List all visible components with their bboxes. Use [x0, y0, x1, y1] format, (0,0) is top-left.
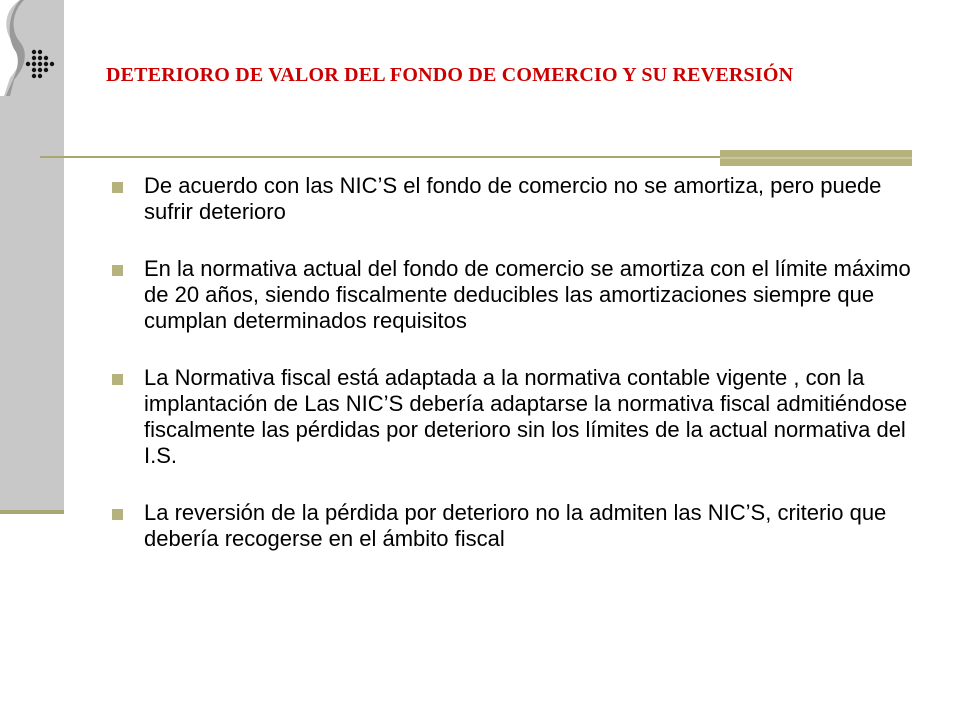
- bullet-item: [112, 365, 912, 469]
- bullet-list: [112, 173, 912, 583]
- title-divider-line: [40, 156, 720, 158]
- bullet-item: [112, 173, 912, 225]
- bullet-text: La reversión de la pérdida por deterioro no la admiten las NIC’S, criterio que debería recogerse en el ámbito fiscal: [144, 500, 887, 551]
- bullet-text: La Normativa fiscal está adaptada a la normativa contable vigente , con la implantación de Las NIC’S debería adaptarse la normativa fiscal admitiéndose fiscalmente las pérdidas por deterioro sin los límites de la actual normativa del I.S.: [144, 365, 908, 468]
- s-dots-logo-icon: [0, 0, 64, 96]
- square-bullet-icon: [112, 509, 123, 520]
- left-band-accent-line: [0, 510, 64, 514]
- title-divider-accent-bar: [720, 150, 912, 166]
- slide-title: DETERIORO DE VALOR DEL FONDO DE COMERCIO Y SU REVERSIÓN: [106, 64, 794, 86]
- bullet-item: [112, 500, 912, 552]
- bullet-text: De acuerdo con las NIC’S el fondo de comercio no se amortiza, pero puede sufrir deterioro: [144, 173, 882, 224]
- bullet-item: [112, 256, 912, 334]
- bullet-text: En la normativa actual del fondo de comercio se amortiza con el límite máximo de 20 años, siendo fiscalmente deducibles las amortizaciones siempre que cumplan determinados requisitos: [144, 256, 911, 333]
- square-bullet-icon: [112, 182, 123, 193]
- square-bullet-icon: [112, 265, 123, 276]
- square-bullet-icon: [112, 374, 123, 385]
